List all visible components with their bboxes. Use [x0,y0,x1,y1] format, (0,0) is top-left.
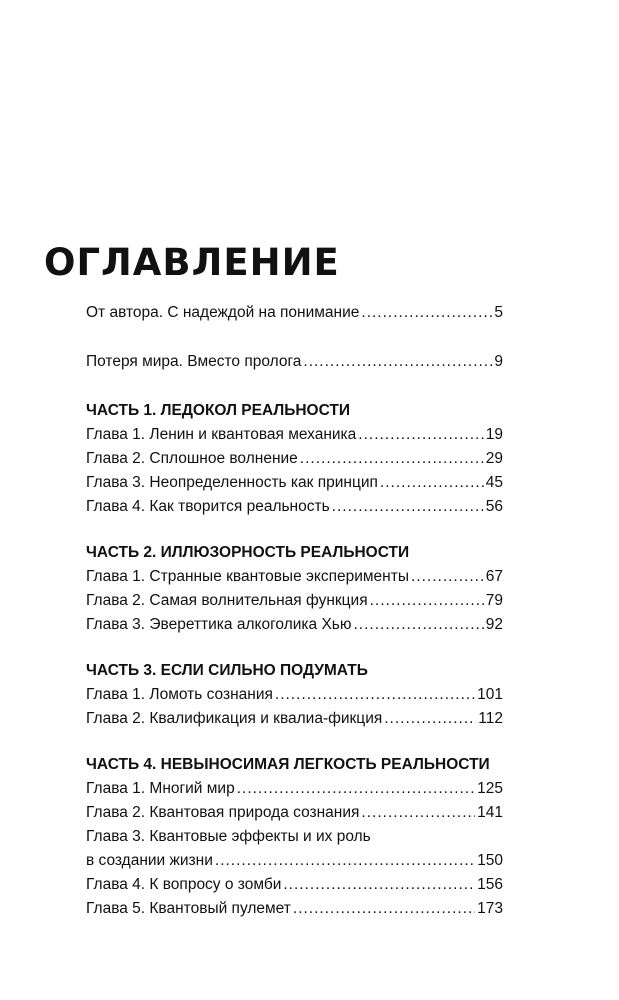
dot-leader [380,471,484,495]
dot-leader [275,683,475,707]
entry-title: Глава 3. Неопределенность как принцип [86,474,378,491]
toc-entry-preface[interactable] [86,301,503,325]
toc-entry-prologue[interactable] [86,350,503,374]
entry-title: Глава 1. Странные квантовые эксперименты [86,568,409,585]
entry-title: Глава 2. Квалификация и квалиа-фикция [86,710,383,727]
dot-leader [303,350,492,374]
part-heading-2: ЧАСТЬ 2. ИЛЛЮЗОРНОСТЬ РЕАЛЬНОСТИ [86,544,410,561]
dot-leader [237,777,475,801]
dot-leader [293,897,475,921]
page-number: 56 [485,498,503,515]
page-number: 150 [477,852,503,869]
entry-title-continuation: в создании жизни [86,852,213,869]
toc-entry[interactable] [86,495,503,519]
page-number: 29 [485,450,503,467]
page-number: 156 [477,876,503,893]
dot-leader [361,301,492,325]
toc-entry[interactable] [86,423,503,447]
toc-entry[interactable] [86,589,503,613]
dot-leader [361,801,475,825]
part-heading-3: ЧАСТЬ 3. ЕСЛИ СИЛЬНО ПОДУМАТЬ [86,662,368,679]
entry-title: Глава 1. Ленин и квантовая механика [86,426,357,443]
page-number: 92 [485,616,503,633]
toc-entry[interactable] [86,447,503,471]
entry-title: Глава 3. Эвереттика алкоголика Хью [86,616,352,633]
entry-title: Глава 2. Квантовая природа сознания [86,804,360,821]
page-number: 5 [494,304,503,321]
part-heading-1: ЧАСТЬ 1. ЛЕДОКОЛ РЕАЛЬНОСТИ [86,402,351,419]
page-number: 125 [477,780,503,797]
toc-entry[interactable] [86,801,503,825]
dot-leader [358,423,483,447]
entry-title: Глава 1. Многий мир [86,780,235,797]
page-number: 45 [485,474,503,491]
toc-entry[interactable] [86,897,503,921]
page-number: 141 [477,804,503,821]
page-number: 9 [494,353,503,370]
dot-leader [215,849,475,873]
dot-leader [370,589,484,613]
page-number: 79 [485,592,503,609]
page-title: ОГЛАВЛЕНИЕ [44,241,340,284]
page-number: 19 [485,426,503,443]
table-of-contents [86,301,503,921]
entry-title: Глава 3. Квантовые эффекты и их роль [86,828,371,845]
dot-leader [300,447,484,471]
page-number: 67 [485,568,503,585]
dot-leader [283,873,475,897]
entry-title: Потеря мира. Вместо пролога [86,353,302,370]
toc-entry[interactable] [86,565,503,589]
entry-title: Глава 5. Квантовый пулемет [86,900,291,917]
dot-leader [411,565,484,589]
page-number: 112 [478,710,503,727]
entry-title: От автора. С надеждой на понимание [86,304,360,321]
entry-title: Глава 4. Как творится реальность [86,498,330,515]
part-heading-4: ЧАСТЬ 4. НЕВЫНОСИМАЯ ЛЕГКОСТЬ РЕАЛЬНОСТИ [86,756,490,773]
toc-entry[interactable] [86,683,503,707]
dot-leader [332,495,484,519]
toc-entry[interactable] [86,471,503,495]
dot-leader [353,613,483,637]
entry-title: Глава 1. Ломоть сознания [86,686,273,703]
toc-entry[interactable] [86,707,503,731]
toc-entry[interactable] [86,873,503,897]
toc-entry-line1[interactable] [86,825,503,849]
toc-entry-line2[interactable] [86,849,503,873]
page-number: 173 [477,900,503,917]
page-number: 101 [477,686,503,703]
entry-title: Глава 4. К вопросу о зомби [86,876,282,893]
toc-entry[interactable] [86,613,503,637]
dot-leader [384,707,476,731]
toc-entry[interactable] [86,777,503,801]
entry-title: Глава 2. Сплошное волнение [86,450,298,467]
entry-title: Глава 2. Самая волнительная функция [86,592,368,609]
